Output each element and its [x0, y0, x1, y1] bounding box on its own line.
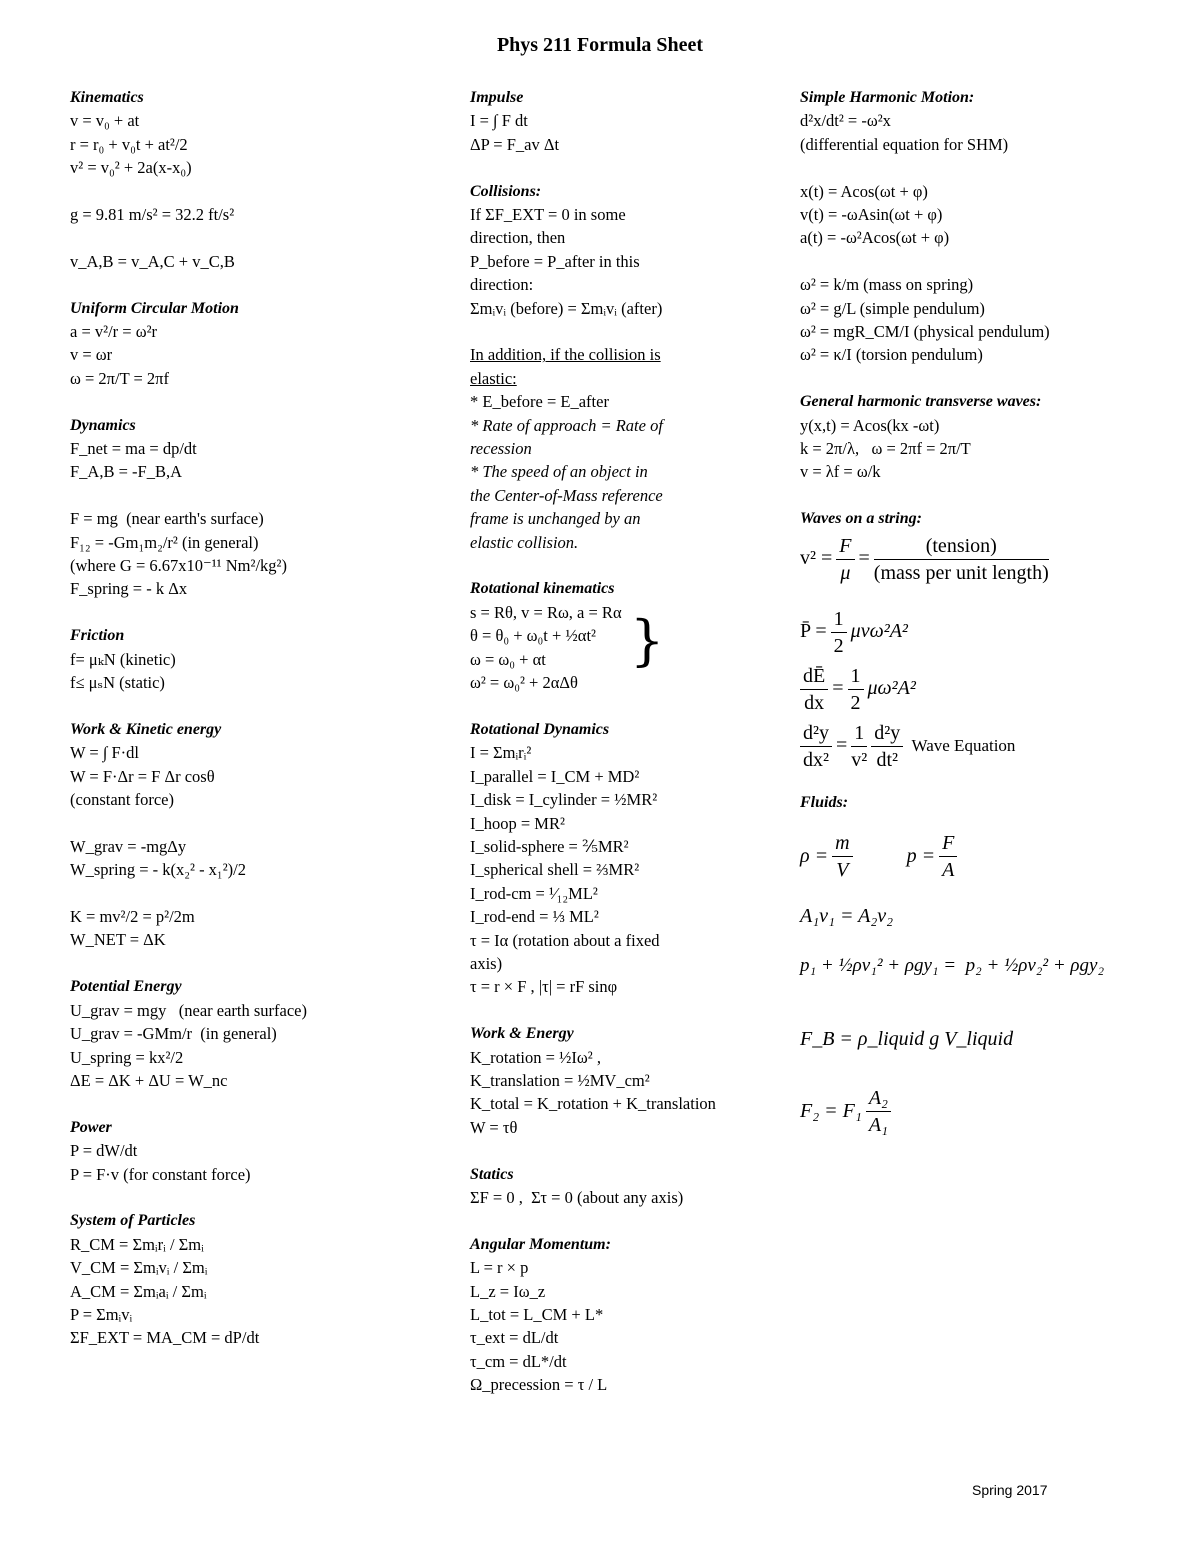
- formula-line: V_CM = Σmᵢvᵢ / Σmᵢ: [70, 1258, 208, 1278]
- formula-line: * E_before = E_after: [470, 392, 609, 412]
- section-work-energy: [470, 1022, 780, 1139]
- spacer: [70, 882, 450, 905]
- v-squared: v²: [800, 547, 816, 570]
- denominator: A: [942, 859, 955, 882]
- formula-line: direction, then: [470, 228, 566, 248]
- formula-line: elastic:: [470, 368, 517, 388]
- bernoulli-equation: p₁ + ½ρv₁² + ρgy₁ = p₂ + ½ρv₂² + ρgy₂: [800, 955, 1105, 977]
- formula-line: f= μₖN (kinetic): [70, 649, 176, 669]
- formula-line: F₁₂ = -Gm₁m₂/r² (in general): [70, 532, 259, 552]
- section-kinematics: [70, 86, 450, 273]
- spacer: [70, 180, 450, 203]
- power-equation: [800, 606, 1180, 659]
- formula-line: Ω_precession = τ / L: [470, 1375, 608, 1395]
- formula-line: P = Σmᵢvᵢ: [70, 1304, 133, 1324]
- numerator: 1: [831, 606, 847, 633]
- section-heading: Uniform Circular Motion: [70, 299, 239, 317]
- wave-equation: $\frac{\text{d²y}}{\text{dx²}}$ = $\frac{1}{\text{v²}}$ $\frac{\text{d²y}}{\text{dt²}}$ Wave Equation: [800, 720, 1180, 773]
- formula-line: the Center-of-Mass reference: [470, 485, 663, 505]
- section-heading: Friction: [70, 627, 125, 645]
- section-power: [70, 1116, 450, 1186]
- column-1: [70, 86, 450, 1373]
- rho-label: ρ =: [800, 844, 829, 867]
- denominator: v²: [851, 748, 868, 771]
- formula-line: U_grav = mgy (near earth surface): [70, 1000, 307, 1020]
- formula-line: ω² = ω₀² + 2αΔθ: [470, 673, 578, 693]
- formula-line: K_rotation = ½Iω² ,: [470, 1047, 601, 1067]
- formula-line: ω² = mgR_CM/I (physical pendulum): [800, 322, 1050, 342]
- section-heading: Impulse: [470, 89, 524, 106]
- section-heading: Work & Energy: [470, 1025, 574, 1043]
- wave-equation-label: Wave Equation: [911, 736, 1016, 756]
- formula-line: τ = r × F , |τ| = rF sinφ: [470, 977, 618, 997]
- formula-line: W_spring = - k(x₂² - x₁²)/2: [70, 860, 246, 880]
- formula-line: W = ∫ F·dl: [70, 743, 139, 763]
- formula-line: v = ωr: [70, 345, 113, 365]
- formula-line: K = mv²/2 = p²/2m: [70, 907, 195, 927]
- continuity-equation: A₁v₁ = A₂v₂: [800, 905, 894, 928]
- section-heading: Simple Harmonic Motion:: [800, 89, 975, 106]
- buoyancy-equation: F_B = ρ_liquid g V_liquid: [800, 1027, 1014, 1050]
- wave-speed-equation: v² = $\frac{F}{\mu}$ = $\frac{\text{(tension)}}{\text{(mass per unit length)}}$: [800, 534, 1049, 584]
- pbar: P̄ =: [800, 620, 827, 643]
- formula-line: elastic collision.: [470, 532, 579, 552]
- brace-decoration: }: [630, 609, 665, 672]
- formula-line: I = Σmᵢrᵢ²: [470, 743, 532, 763]
- numerator: d²y: [871, 720, 903, 747]
- denominator: μ: [840, 561, 851, 584]
- formula-line: W_grav = -mgΔy: [70, 836, 187, 856]
- section-heading: Power: [70, 1118, 112, 1136]
- section-potential-energy: [70, 975, 450, 1092]
- section-rotational-dynamics: [470, 718, 780, 999]
- denominator: dx: [804, 691, 825, 714]
- formula-line: (where G = 6.67x10⁻¹¹ Nm²/kg²): [70, 556, 287, 576]
- section-system-of-particles: [70, 1209, 450, 1349]
- pascal-lhs: F₂ = F₁: [800, 1100, 862, 1123]
- formula-line: L_tot = L_CM + L*: [470, 1305, 604, 1325]
- denominator: 2: [850, 691, 861, 714]
- denominator: dt²: [876, 748, 899, 771]
- formula-line: P = F·v (for constant force): [70, 1164, 251, 1184]
- formula-line: ω² = g/L (simple pendulum): [800, 298, 985, 318]
- formula-line: τ_ext = dL/dt: [470, 1328, 559, 1348]
- section-heading: Fluids:: [800, 793, 849, 811]
- formula-line: v(t) = -ωAsin(ωt + φ): [800, 205, 943, 225]
- section-impulse: [470, 86, 780, 156]
- numerator: (tension): [874, 533, 1049, 560]
- denominator: 2: [833, 634, 844, 657]
- section-heading: General harmonic transverse waves:: [800, 393, 1042, 411]
- formula-line: a(t) = -ω²Acos(ωt + φ): [800, 228, 950, 248]
- section-statics: [470, 1163, 780, 1210]
- numerator: 1: [848, 663, 864, 690]
- formula-line: ω = ω₀ + αt: [470, 649, 546, 669]
- formula-line: I = ∫ F dt: [470, 111, 528, 131]
- formula-line: I_solid-sphere = ⅖MR²: [470, 836, 629, 856]
- formula-line: r = r₀ + v₀t + at²/2: [70, 134, 188, 154]
- column-3: [800, 86, 1180, 1162]
- formula-line: τ = Iα (rotation about a fixed: [470, 930, 660, 950]
- formula-line: U_spring = kx²/2: [70, 1047, 184, 1067]
- footer-date: Spring 2017: [972, 1482, 1048, 1498]
- section-collisions: [470, 180, 780, 554]
- formula-line: A_CM = Σmᵢaᵢ / Σmᵢ: [70, 1281, 207, 1301]
- formula-line: I_rod-cm = ¹⁄₁₂ML²: [470, 883, 598, 903]
- formula-line: frame is unchanged by an: [470, 509, 641, 529]
- numerator: F: [836, 533, 854, 560]
- formula-line: * Rate of approach = Rate of: [470, 415, 663, 435]
- formula-line: I_rod-end = ⅓ ML²: [470, 907, 599, 927]
- formula-line: s = Rθ, v = Rω, a = Rα: [470, 602, 622, 622]
- spacer: [70, 484, 450, 507]
- formula-line: x(t) = Acos(ωt + φ): [800, 181, 928, 201]
- formula-line: y(x,t) = Acos(kx -ωt): [800, 415, 940, 435]
- section-heading: Angular Momentum:: [470, 1235, 611, 1253]
- section-heading: Rotational kinematics: [470, 580, 615, 598]
- pascal-equation: [800, 1085, 1180, 1138]
- formula-line: P_before = P_after in this: [470, 251, 640, 271]
- formula-line: In addition, if the collision is: [470, 345, 661, 365]
- section-transverse-waves: [800, 390, 1180, 484]
- formula-line: ω² = κ/I (torsion pendulum): [800, 345, 983, 365]
- section-angular-momentum: [470, 1233, 780, 1397]
- formula-line: Σmᵢvᵢ (before) = Σmᵢvᵢ (after): [470, 298, 663, 318]
- section-heading: Statics: [470, 1165, 514, 1183]
- formula-line: F_A,B = -F_B,A: [70, 462, 182, 482]
- spacer: [470, 320, 780, 343]
- formula-line: direction:: [470, 275, 534, 295]
- section-rotational-kinematics: [470, 577, 780, 694]
- p-label: p =: [906, 844, 936, 867]
- formula-line: g = 9.81 m/s² = 32.2 ft/s²: [70, 205, 235, 225]
- formula-line: L_z = Iω_z: [470, 1281, 546, 1301]
- formula-line: ΔE = ΔK + ΔU = W_nc: [70, 1070, 228, 1090]
- column-2: [470, 86, 780, 1420]
- formula-line: F = mg (near earth's surface): [70, 509, 264, 529]
- formula-line: v² = v₀² + 2a(x-x₀): [70, 158, 192, 178]
- formula-line: ΔP = F_av Δt: [470, 134, 560, 154]
- formula-line: d²x/dt² = -ω²x: [800, 111, 891, 131]
- formula-line: v_A,B = v_A,C + v_C,B: [70, 251, 235, 271]
- denominator: A₁: [868, 1114, 889, 1137]
- section-waves-on-string: [800, 507, 1180, 772]
- numerator: dĒ: [800, 663, 828, 690]
- formula-line: recession: [470, 439, 532, 459]
- section-friction: [70, 624, 450, 694]
- formula-line: (constant force): [70, 790, 174, 810]
- formula-line: I_spherical shell = ⅔MR²: [470, 860, 640, 880]
- section-uniform-circular-motion: [70, 297, 450, 391]
- formula-line: a = v²/r = ω²r: [70, 322, 158, 342]
- denominator: V: [836, 859, 849, 882]
- section-fluids: [800, 791, 1180, 1139]
- formula-line: If ΣF_EXT = 0 in some: [470, 205, 626, 225]
- formula-line: f≤ μₛN (static): [70, 673, 165, 693]
- section-simple-harmonic-motion: [800, 86, 1180, 367]
- formula-line: F_net = ma = dp/dt: [70, 439, 197, 459]
- section-heading: Work & Kinetic energy: [70, 720, 222, 738]
- section-heading: System of Particles: [70, 1212, 196, 1230]
- formula-line: R_CM = Σmᵢrᵢ / Σmᵢ: [70, 1234, 204, 1254]
- formula-line: K_total = K_rotation + K_translation: [470, 1094, 716, 1114]
- formula-line: ω² = k/m (mass on spring): [800, 275, 974, 295]
- numerator: d²y: [800, 720, 832, 747]
- formula-line: W = F·Δr = F Δr cosθ: [70, 766, 215, 786]
- section-heading: Collisions:: [470, 182, 542, 200]
- section-heading: Potential Energy: [70, 978, 182, 996]
- formula-line: θ = θ₀ + ω₀t + ½αt²: [470, 626, 596, 646]
- energy-density-equation: $\frac{dĒ}{dx}$ = $\frac{1}{2}$ μω²A²: [800, 663, 1180, 716]
- numerator: 1: [851, 720, 867, 747]
- numerator: m: [832, 830, 852, 857]
- density-pressure-equations: [800, 830, 1180, 883]
- formula-line: W_NET = ΔK: [70, 930, 166, 950]
- formula-line: K_translation = ½MV_cm²: [470, 1070, 650, 1090]
- formula-line: ω = 2π/T = 2πf: [70, 368, 169, 388]
- section-work-kinetic-energy: [70, 718, 450, 952]
- energy-term: μω²A²: [867, 677, 916, 700]
- denominator: (mass per unit length): [873, 561, 1049, 584]
- formula-line: ΣF_EXT = MA_CM = dP/dt: [70, 1328, 260, 1348]
- formula-line: v = λf = ω/k: [800, 462, 881, 482]
- formula-line: axis): [470, 953, 503, 973]
- section-heading: Kinematics: [70, 89, 144, 106]
- formula-line: F_spring = - k Δx: [70, 579, 188, 599]
- power-term: μvω²A²: [850, 620, 908, 643]
- formula-line: (differential equation for SHM): [800, 134, 1009, 154]
- formula-line: P = dW/dt: [70, 1141, 138, 1161]
- spacer: [70, 226, 450, 249]
- formula-line: I_disk = I_cylinder = ½MR²: [470, 790, 658, 810]
- numerator: F: [939, 830, 957, 857]
- formula-line: v = v₀ + at: [70, 111, 140, 131]
- formula-line: U_grav = -GMm/r (in general): [70, 1024, 277, 1044]
- formula-line: I_parallel = I_CM + MD²: [470, 766, 640, 786]
- formula-line: W = τθ: [470, 1117, 518, 1137]
- formula-line: τ_cm = dL*/dt: [470, 1351, 567, 1371]
- formula-line: I_hoop = MR²: [470, 813, 565, 833]
- section-dynamics: [70, 414, 450, 601]
- formula-line: k = 2π/λ, ω = 2πf = 2π/T: [800, 439, 971, 459]
- denominator: dx²: [803, 748, 829, 771]
- section-heading: Waves on a string:: [800, 510, 922, 528]
- formula-line: ΣF = 0 , Στ = 0 (about any axis): [470, 1188, 684, 1207]
- spacer: [800, 156, 1180, 179]
- numerator: A₂: [866, 1085, 891, 1112]
- page-title: Phys 211 Formula Sheet: [496, 34, 704, 56]
- spacer: [70, 811, 450, 834]
- section-heading: Dynamics: [70, 416, 136, 434]
- spacer: [800, 250, 1180, 273]
- formula-line: L = r × p: [470, 1258, 529, 1278]
- formula-line: * The speed of an object in: [470, 462, 648, 482]
- section-heading: Rotational Dynamics: [470, 720, 610, 738]
